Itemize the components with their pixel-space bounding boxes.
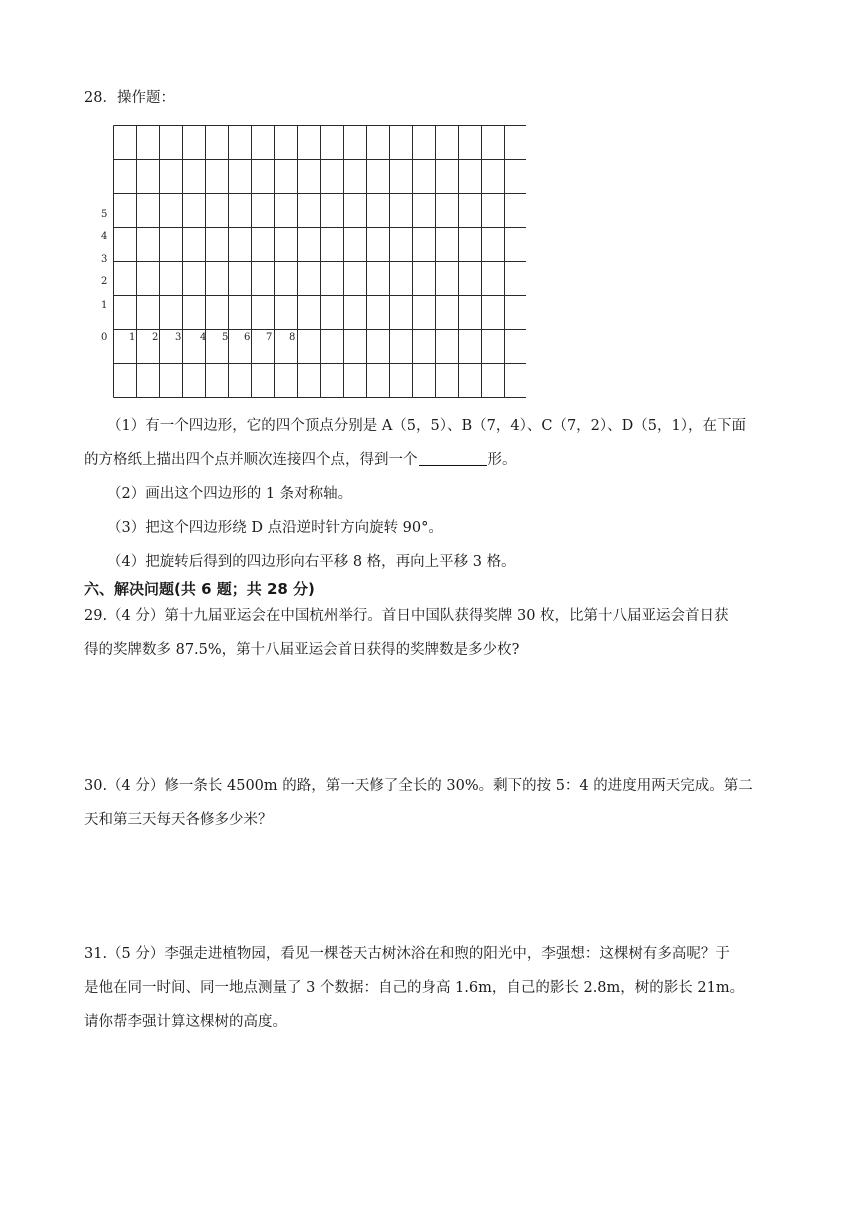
question-28-part4: （4）把旋转后得到的四边形向右平移 8 格，再向上平移 3 格。: [107, 554, 516, 570]
part1-text-after-blank: 形。: [487, 452, 517, 468]
question-31-line2: 是他在同一时间、同一地点测量了 3 个数据：自己的身高 1.6m，自己的影长 2.8m，树的影长 21m。: [84, 980, 745, 996]
y-axis-label: 2: [101, 276, 108, 287]
x-axis-label: 7: [266, 332, 273, 343]
x-axis-label: 2: [152, 332, 159, 343]
x-axis-label: 4: [200, 332, 207, 343]
question-31-line3: 请你帮李强计算这棵树的高度。: [84, 1014, 287, 1030]
question-28-part1-line1: （1）有一个四边形，它的四个顶点分别是 A（5，5）、B（7，4）、C（7，2）、D（5，1），在下面: [107, 418, 746, 434]
question-29-line1: 29.（4 分）第十九届亚运会在中国杭州举行。首日中国队获得奖牌 30 枚，比第十八届亚运会首日获: [84, 608, 729, 624]
y-axis-labels: [101, 209, 107, 343]
grid-lines: [114, 126, 527, 398]
question-28-part3: （3）把这个四边形绕 D 点沿逆时针方向旋转 90°。: [107, 520, 443, 536]
x-axis-labels: [129, 332, 295, 343]
question-28-part1-line2: [84, 450, 517, 470]
part1-text-before-blank: 的方格纸上描出四个点并顺次连接四个点，得到一个: [84, 452, 418, 468]
x-axis-label: 6: [244, 332, 251, 343]
question-28-title: 28．操作题：: [84, 90, 175, 106]
y-axis-label: 3: [101, 254, 108, 265]
x-axis-label: 3: [175, 332, 182, 343]
y-axis-label: 0: [101, 332, 108, 343]
question-28-part2: （2）画出这个四边形的 1 条对称轴。: [107, 486, 353, 502]
question-30-line2: 天和第三天每天各修多少米？: [84, 812, 273, 828]
x-axis-label: 8: [289, 332, 296, 343]
x-axis-label: 1: [129, 332, 136, 343]
question-31-line1: 31.（5 分）李强走进植物园，看见一棵苍天古树沐浴在和煦的阳光中，李强想：这棵树有多高呢？于: [84, 946, 730, 962]
coordinate-grid: [96, 118, 526, 404]
question-30-line1: 30.（4 分）修一条长 4500m 的路，第一天修了全长的 30%。剩下的按 5：4 的进度用两天完成。第二: [84, 778, 753, 794]
x-axis-label: 5: [222, 332, 229, 343]
y-axis-label: 1: [101, 300, 108, 311]
answer-blank[interactable]: [419, 451, 487, 466]
section-6-heading: 六、解决问题(共 6 题；共 28 分): [84, 580, 315, 598]
question-29-line2: 得的奖牌数多 87.5%，第十八届亚运会首日获得的奖牌数是多少枚?: [84, 642, 520, 658]
y-axis-label: 4: [101, 231, 108, 242]
y-axis-label: 5: [101, 209, 108, 220]
